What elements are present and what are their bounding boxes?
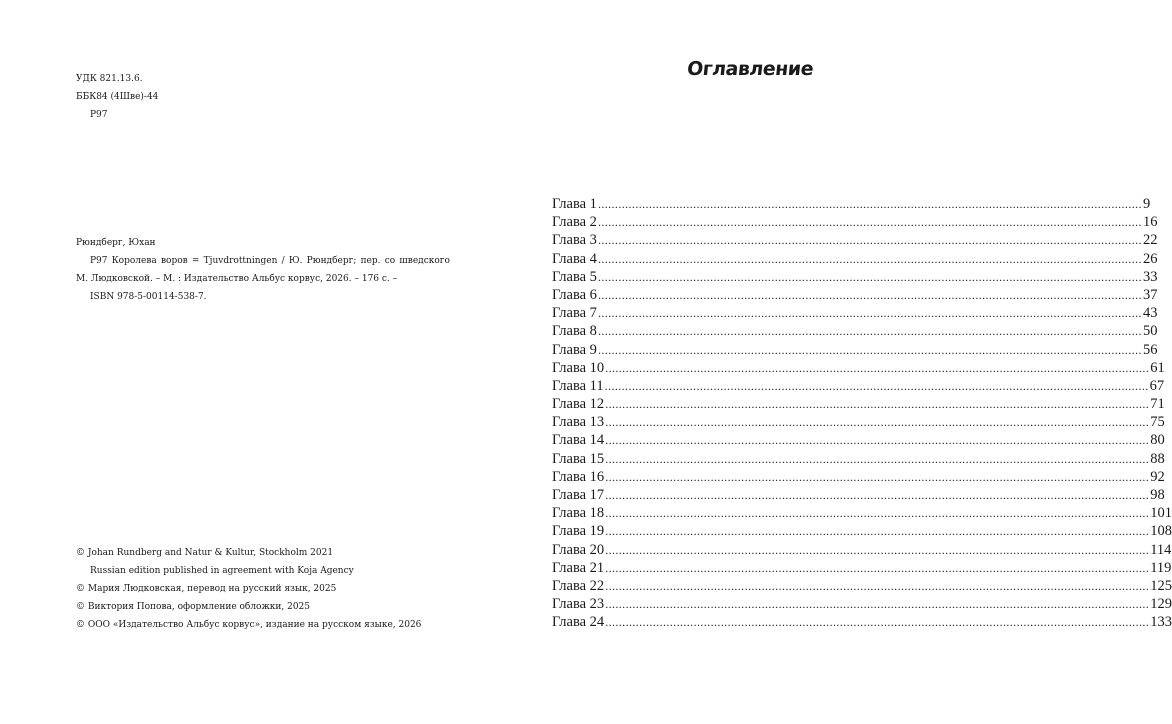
toc-page-number: 88	[1150, 450, 1165, 467]
toc-chapter-label: Глава 11	[552, 377, 604, 394]
cip-title-word: пер.	[360, 256, 381, 266]
dot-leader: ................................................................................................................................................................	[597, 287, 1142, 302]
dot-leader: ................................................................................................................................................................	[597, 197, 1142, 211]
dot-leader: ................................................................................................................................................................	[597, 233, 1142, 248]
toc-entry[interactable]	[552, 413, 1165, 431]
toc-chapter-label: Глава 19	[552, 523, 605, 540]
cip-title-word: Королева	[111, 256, 157, 266]
dot-leader: ................................................................................................................................................................	[605, 415, 1150, 430]
toc-entry[interactable]	[552, 450, 1165, 468]
toc-page-number: 108	[1150, 523, 1172, 540]
toc-entry[interactable]	[552, 541, 1172, 559]
dot-leader: ................................................................................................................................................................	[605, 597, 1150, 612]
toc-chapter-label: Глава 14	[552, 432, 605, 449]
toc-page-number: 43	[1142, 305, 1158, 322]
dot-leader: ................................................................................................................................................................	[597, 251, 1142, 266]
toc-entry[interactable]	[552, 559, 1172, 577]
dot-leader: ................................................................................................................................................................	[605, 578, 1150, 593]
toc-page-number: 71	[1150, 396, 1165, 413]
copyright-block	[76, 544, 421, 634]
toc-page-number: 98	[1150, 487, 1165, 503]
toc-entry[interactable]	[552, 486, 1165, 504]
dot-leader: ................................................................................................................................................................	[597, 215, 1142, 230]
toc-chapter-label: Глава 7	[552, 305, 597, 322]
toc-chapter-label: Глава 20	[552, 541, 605, 558]
toc-entry[interactable]	[552, 504, 1172, 522]
dot-leader: ................................................................................................................................................................	[605, 469, 1150, 484]
cip-author: Рюндберг, Юхан	[76, 238, 156, 248]
copyright-agreement: Russian edition published in agreement with Koja Agency	[90, 566, 354, 576]
dot-leader: ................................................................................................................................................................	[605, 560, 1150, 575]
toc-chapter-label: Глава 4	[552, 250, 597, 267]
toc-chapter-label: Глава 23	[552, 596, 605, 613]
cip-title-word: шведского	[399, 256, 450, 266]
toc-chapter-label: Глава 21	[552, 559, 605, 576]
cip-title-word: /	[281, 256, 285, 266]
toc-entry[interactable]	[552, 522, 1172, 540]
toc-entry[interactable]	[552, 250, 1158, 268]
toc-entry[interactable]	[552, 613, 1172, 631]
imprint-block	[76, 70, 158, 124]
cip-title-word: Рюндберг;	[306, 256, 357, 266]
toc-page-number: 37	[1142, 286, 1158, 303]
toc-page-number: 50	[1142, 323, 1158, 340]
toc-entry[interactable]	[552, 231, 1158, 249]
toc-chapter-label: Глава 6	[552, 286, 597, 303]
toc-entry[interactable]	[552, 286, 1158, 304]
table-of-contents	[552, 195, 1172, 632]
toc-chapter-label: Глава 15	[552, 450, 605, 467]
isbn: ISBN 978-5-00114-538-7.	[90, 292, 207, 302]
cip-record	[76, 234, 450, 306]
copyright-cover: © Виктория Попова, оформление обложки, 2025	[76, 602, 311, 612]
cip-title-word: =	[191, 256, 200, 266]
toc-page-number: 22	[1142, 232, 1158, 249]
toc-chapter-label: Глава 3	[552, 232, 597, 249]
toc-entry[interactable]	[552, 268, 1158, 286]
toc-entry[interactable]	[552, 377, 1165, 395]
toc-page-number: 33	[1142, 268, 1158, 285]
toc-page-number: 16	[1142, 214, 1158, 231]
dot-leader: ................................................................................................................................................................	[605, 360, 1150, 375]
toc-entry[interactable]	[552, 322, 1158, 340]
dot-leader: ................................................................................................................................................................	[605, 615, 1150, 630]
toc-chapter-label: Глава 13	[552, 414, 605, 431]
toc-entry[interactable]	[552, 341, 1158, 359]
toc-chapter-label: Глава 17	[552, 487, 605, 503]
cip-publication-line: М. Людковской. – М. : Издательство Альбус корвус, 2026. – 176 с. –	[76, 274, 398, 284]
dot-leader: ................................................................................................................................................................	[597, 324, 1142, 339]
toc-chapter-label: Глава 1	[552, 196, 597, 212]
dot-leader: ................................................................................................................................................................	[597, 269, 1142, 284]
toc-page-number: 125	[1150, 577, 1172, 594]
toc-entry[interactable]	[552, 595, 1172, 613]
dot-leader: ................................................................................................................................................................	[605, 451, 1150, 466]
toc-chapter-label: Глава 9	[552, 341, 597, 358]
toc-chapter-label: Глава 16	[552, 468, 605, 485]
dot-leader: ................................................................................................................................................................	[605, 524, 1150, 539]
toc-page-number: 92	[1150, 468, 1165, 485]
toc-chapter-label: Глава 18	[552, 505, 605, 522]
copyright-publisher: © ООО «Издательство Альбус корвус», издание на русском языке, 2026	[76, 620, 422, 630]
author-sign: Р97	[90, 110, 108, 120]
toc-page-number: 67	[1149, 377, 1165, 394]
toc-entry[interactable]	[552, 359, 1165, 377]
toc-entry[interactable]	[552, 395, 1165, 413]
toc-entry[interactable]	[552, 431, 1165, 449]
toc-entry[interactable]	[552, 577, 1172, 595]
toc-title: Оглавление	[686, 58, 815, 80]
toc-page-number: 133	[1150, 614, 1172, 631]
toc-page-number: 80	[1150, 432, 1165, 449]
dot-leader: ................................................................................................................................................................	[605, 433, 1150, 448]
toc-chapter-label: Глава 5	[552, 268, 597, 285]
cip-title-word: Tjuvdrottningen	[203, 256, 278, 266]
toc-page-number: 129	[1150, 596, 1172, 613]
cip-title-line	[76, 252, 450, 270]
toc-chapter-label: Глава 10	[552, 359, 605, 376]
toc-chapter-label: Глава 24	[552, 614, 605, 631]
toc-entry[interactable]	[552, 304, 1158, 322]
udk-code: УДК 821.13.6.	[76, 74, 143, 84]
toc-chapter-label: Глава 12	[552, 396, 605, 413]
dot-leader: ................................................................................................................................................................	[604, 378, 1149, 393]
toc-page-number: 119	[1150, 559, 1172, 576]
copyright-author: © Johan Rundberg and Natur & Kultur, Stockholm 2021	[76, 548, 334, 558]
dot-leader: ................................................................................................................................................................	[605, 488, 1150, 502]
toc-page-number: 26	[1142, 250, 1158, 267]
dot-leader: ................................................................................................................................................................	[605, 397, 1150, 412]
toc-page-number: 75	[1150, 414, 1165, 431]
toc-chapter-label: Глава 8	[552, 323, 597, 340]
toc-page-number: 9	[1142, 196, 1151, 212]
dot-leader: ................................................................................................................................................................	[605, 506, 1150, 521]
cip-title-word: со	[384, 256, 396, 266]
toc-entry[interactable]	[552, 195, 1151, 213]
toc-page-number: 101	[1150, 505, 1172, 522]
toc-chapter-label: Глава 22	[552, 577, 605, 594]
copyright-translation: © Мария Людковская, перевод на русский язык, 2025	[76, 584, 337, 594]
toc-entry[interactable]	[552, 468, 1165, 486]
toc-chapter-label: Глава 2	[552, 214, 597, 231]
toc-page-number: 61	[1150, 359, 1165, 376]
dot-leader: ................................................................................................................................................................	[605, 542, 1150, 557]
cip-title-word: Р97	[90, 256, 108, 266]
toc-page-number: 56	[1142, 341, 1158, 358]
toc-entry[interactable]	[552, 213, 1158, 231]
dot-leader: ................................................................................................................................................................	[597, 306, 1142, 321]
cip-title-word: воров	[160, 256, 188, 266]
toc-page-number: 114	[1150, 541, 1172, 558]
dot-leader: ................................................................................................................................................................	[597, 342, 1142, 357]
left-page	[0, 0, 500, 724]
bbk-code: ББК84 (4Шве)-44	[76, 92, 159, 102]
cip-title-word: Ю.	[288, 256, 303, 266]
